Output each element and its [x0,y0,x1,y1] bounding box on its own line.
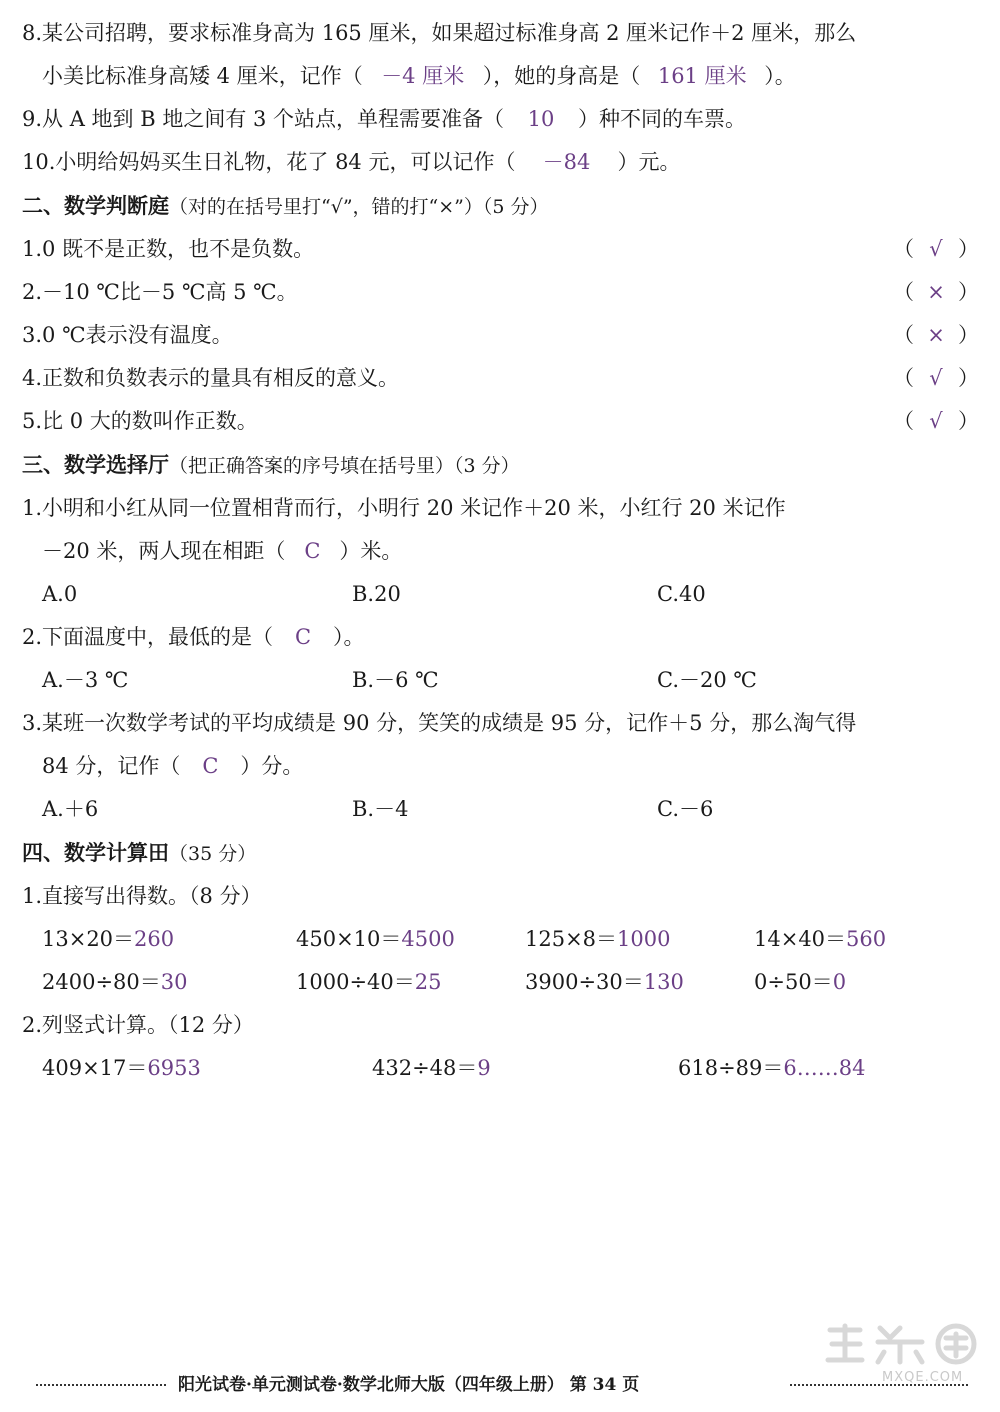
calc-expr: 0÷50＝ [754,970,833,994]
vertical-calc-3 [678,1053,866,1083]
mc-q2-option-c: C.－20 ℃ [657,668,757,692]
q9-line [22,104,746,134]
q10-line [22,147,680,177]
paren-close: ） [957,237,979,261]
section4-heading [22,838,256,869]
judge-answer-1 [893,234,979,264]
judge-item-1: 1.0 既不是正数，也不是负数。 [22,237,315,261]
mc-q3-option-a: A.＋6 [42,797,99,821]
mc-q3-answer: C [202,754,219,778]
judge-item-2: 2.－10 ℃比－5 ℃高 5 ℃。 [22,280,298,304]
footer-text: 阳光试卷·单元测试卷·数学北师大版（四年级上册） 第 34 页 [178,1375,640,1395]
q8-text-a: 小美比标准身高矮 4 厘米，记作（ [42,64,363,88]
paren-open: （ [893,280,914,304]
calc-expr: 3900÷30＝ [525,970,644,994]
check-mark: √ [929,366,943,390]
mc-q2-option-a: A.－3 ℃ [42,668,129,692]
calc-expr: 409×17＝ [42,1056,148,1080]
q10-text-post: ）元。 [617,150,681,174]
mc-q1-option-b: B.20 [352,582,401,606]
calc-answer: 9 [477,1056,491,1080]
paren-open: （ [893,237,914,261]
paren-close: ） [957,366,979,390]
mc-q2-text-pre: 2.下面温度中，最低的是（ [22,625,274,649]
oral-calc-4 [754,924,886,954]
section2-note: （对的在括号里打“√”，错的打“×”）（5 分） [169,196,549,218]
cross-mark: × [927,280,945,304]
section3-title: 三、数学选择厅 [22,452,169,477]
calc-expr: 432÷48＝ [372,1056,478,1080]
section3-heading [22,450,520,481]
section4-sub2: 2.列竖式计算。（12 分） [22,1013,254,1037]
oral-calc-2 [296,924,455,954]
check-mark: √ [929,237,943,261]
section4-title: 四、数学计算田 [22,840,169,865]
judge-item-5: 5.比 0 大的数叫作正数。 [22,409,258,433]
mc-q1-text-b: ）米。 [339,539,403,563]
calc-expr: 125×8＝ [525,927,618,951]
mc-q3-option-b: B.－4 [352,797,409,821]
calc-answer: 6953 [147,1056,201,1080]
q9-text-pre: 9.从 A 地到 B 地之间有 3 个站点，单程需要准备（ [22,107,505,131]
watermark-logo-icon [818,1318,986,1368]
q10-answer: －84 [542,150,591,174]
check-mark: √ [929,409,943,433]
q8-answer-1: －4 厘米 [381,64,465,88]
judge-answer-5 [893,406,979,436]
calc-answer: 0 [832,970,847,994]
section2-heading [22,191,549,222]
q8-line1: 8.某公司招聘，要求标准身高为 165 厘米，如果超过标准身高 2 厘米记作＋2 厘米，那么 [22,21,857,45]
mc-q2-answer: C [295,625,312,649]
mc-q1-option-c: C.40 [657,582,706,606]
q8-line2 [42,61,796,91]
mc-q2-text-post: ）。 [333,625,365,649]
mc-q3-text-b: ）分。 [240,754,304,778]
oral-calc-1 [42,924,174,954]
mc-q3-option-c: C.－6 [657,797,714,821]
mc-q2-line [22,622,365,652]
oral-calc-5 [42,967,188,997]
calc-answer: 260 [134,927,175,951]
oral-calc-7 [525,967,684,997]
footer-divider-left [36,1384,166,1386]
paren-open: （ [893,409,914,433]
calc-expr: 618÷89＝ [678,1056,784,1080]
mc-q3-line2 [42,751,303,781]
watermark-text: MXQE.COM [882,1370,964,1385]
judge-answer-2 [893,277,979,307]
oral-calc-6 [296,967,442,997]
section3-note: （把正确答案的序号填在括号里）（3 分） [169,455,520,477]
oral-calc-3 [525,924,671,954]
mc-q1-text-a: －20 米，两人现在相距（ [42,539,286,563]
section4-sub1: 1.直接写出得数。（8 分） [22,884,262,908]
paren-close: ） [957,280,979,304]
q8-text-b: ），她的身高是（ [482,64,641,88]
mc-q1-answer: C [304,539,321,563]
mc-q3-text-a: 84 分，记作（ [42,754,181,778]
calc-expr: 2400÷80＝ [42,970,161,994]
judge-item-4: 4.正数和负数表示的量具有相反的意义。 [22,366,400,390]
calc-answer: 30 [160,970,188,994]
paren-open: （ [893,366,914,390]
footer-divider-right [790,1384,968,1386]
calc-answer: 560 [846,927,887,951]
paren-close: ） [957,323,979,347]
oral-calc-8 [754,967,846,997]
section2-title: 二、数学判断庭 [22,193,169,218]
q9-answer: 10 [527,107,555,131]
section4-note: （35 分） [169,843,257,865]
page-footer [0,1370,1000,1400]
judge-item-3: 3.0 ℃表示没有温度。 [22,323,233,347]
paren-close: ） [957,409,979,433]
paren-open: （ [893,323,914,347]
vertical-calc-1 [42,1053,201,1083]
mc-q3-line1: 3.某班一次数学考试的平均成绩是 90 分，笑笑的成绩是 95 分，记作＋5 分，那么淘气得 [22,711,857,735]
q9-text-post: ）种不同的车票。 [578,107,747,131]
judge-answer-4 [893,363,979,393]
mc-q1-option-a: A.0 [42,582,78,606]
q10-text-pre: 10.小明给妈妈买生日礼物，花了 84 元，可以记作（ [22,150,516,174]
judge-answer-3 [893,320,979,350]
calc-expr: 1000÷40＝ [296,970,415,994]
mc-q1-line1: 1.小明和小红从同一位置相背而行，小明行 20 米记作＋20 米，小红行 20 米记作 [22,496,786,520]
calc-expr: 13×20＝ [42,927,135,951]
calc-answer: 130 [643,970,684,994]
calc-expr: 450×10＝ [296,927,402,951]
cross-mark: × [927,323,945,347]
calc-expr: 14×40＝ [754,927,847,951]
q8-text-c: ）。 [764,64,796,88]
mc-q2-option-b: B.－6 ℃ [352,668,439,692]
calc-answer: 1000 [617,927,671,951]
mc-q1-line2 [42,536,402,566]
vertical-calc-2 [372,1053,491,1083]
calc-answer: 4500 [401,927,455,951]
calc-answer: 25 [414,970,442,994]
q8-answer-2: 161 厘米 [657,64,747,88]
calc-answer: 6……84 [783,1056,866,1080]
